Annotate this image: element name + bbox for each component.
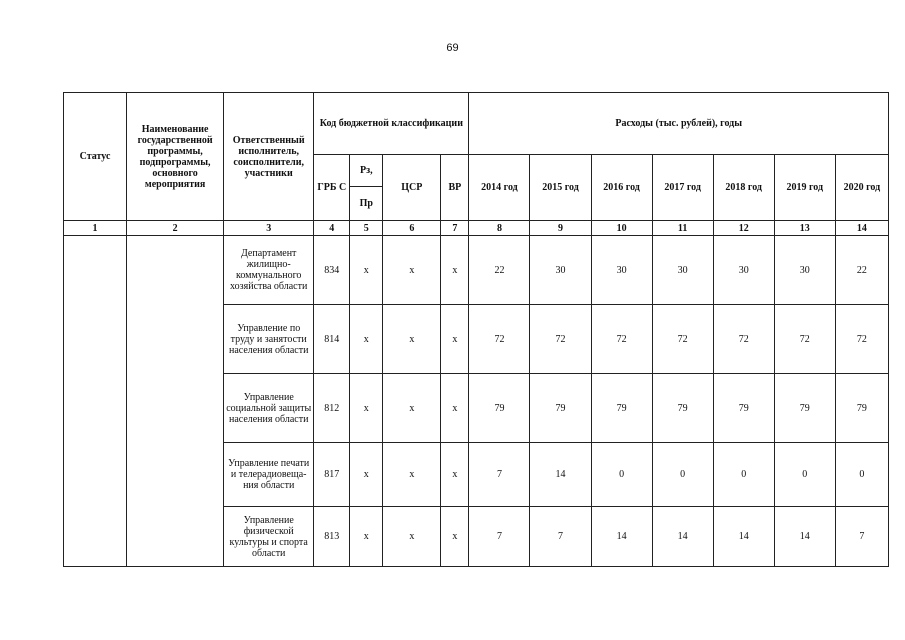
rzpr-cell: х: [350, 236, 383, 305]
header-year: 2015 год: [530, 155, 591, 221]
value-cell: 72: [835, 305, 888, 374]
executor-cell: Управление социальной защиты населения области: [224, 374, 314, 443]
header-year: 2014 год: [469, 155, 530, 221]
program-cell: [127, 236, 224, 567]
value-cell: 72: [713, 305, 774, 374]
value-cell: 14: [713, 507, 774, 567]
column-number: 1: [64, 221, 127, 236]
value-cell: 72: [469, 305, 530, 374]
value-cell: 79: [774, 374, 835, 443]
header-status: Статус: [64, 93, 127, 221]
value-cell: 30: [530, 236, 591, 305]
column-number: 9: [530, 221, 591, 236]
value-cell: 14: [530, 443, 591, 507]
grbs-cell: 814: [314, 305, 350, 374]
value-cell: 79: [835, 374, 888, 443]
value-cell: 22: [835, 236, 888, 305]
value-cell: 72: [530, 305, 591, 374]
value-cell: 72: [774, 305, 835, 374]
rzpr-cell: х: [350, 443, 383, 507]
column-number: 8: [469, 221, 530, 236]
grbs-cell: 813: [314, 507, 350, 567]
rzpr-cell: х: [350, 374, 383, 443]
budget-table: [63, 92, 889, 567]
csr-cell: х: [383, 374, 441, 443]
value-cell: 30: [774, 236, 835, 305]
executor-cell: Департамент жилищно-коммунального хозяйства области: [224, 236, 314, 305]
header-expenses: Расходы (тыс. рублей), годы: [469, 93, 889, 155]
column-number: 10: [591, 221, 652, 236]
value-cell: 7: [469, 507, 530, 567]
header-pr: Пр: [350, 187, 383, 221]
csr-cell: х: [383, 236, 441, 305]
value-cell: 14: [652, 507, 713, 567]
column-number: 3: [224, 221, 314, 236]
value-cell: 79: [652, 374, 713, 443]
header-year: 2019 год: [774, 155, 835, 221]
header-budget-code: Код бюджетной классификации: [314, 93, 469, 155]
header-year: 2020 год: [835, 155, 888, 221]
header-grbs: ГРБ С: [314, 155, 350, 221]
executor-cell: Управление печати и телерадиовеща-ния области: [224, 443, 314, 507]
executor-cell: Управление по труду и занятости населения области: [224, 305, 314, 374]
value-cell: 0: [652, 443, 713, 507]
column-number: 13: [774, 221, 835, 236]
column-number: 11: [652, 221, 713, 236]
executor-cell: Управление физической культуры и спорта области: [224, 507, 314, 567]
value-cell: 30: [652, 236, 713, 305]
grbs-cell: 817: [314, 443, 350, 507]
value-cell: 79: [469, 374, 530, 443]
column-number: 14: [835, 221, 888, 236]
value-cell: 30: [591, 236, 652, 305]
value-cell: 0: [713, 443, 774, 507]
value-cell: 79: [591, 374, 652, 443]
value-cell: 0: [835, 443, 888, 507]
header-year: 2018 год: [713, 155, 774, 221]
rzpr-cell: х: [350, 305, 383, 374]
value-cell: 0: [591, 443, 652, 507]
header-vr: ВР: [441, 155, 469, 221]
table-row: [64, 236, 889, 305]
column-number: 7: [441, 221, 469, 236]
value-cell: 14: [591, 507, 652, 567]
page-number: 69: [446, 42, 459, 54]
csr-cell: х: [383, 507, 441, 567]
rzpr-cell: х: [350, 507, 383, 567]
column-number: 2: [127, 221, 224, 236]
value-cell: 30: [713, 236, 774, 305]
header-year: 2017 год: [652, 155, 713, 221]
value-cell: 72: [652, 305, 713, 374]
value-cell: 22: [469, 236, 530, 305]
csr-cell: х: [383, 305, 441, 374]
status-cell: [64, 236, 127, 567]
vr-cell: х: [441, 507, 469, 567]
header-executor: Ответственный исполнитель, соисполнители, участники: [224, 93, 314, 221]
csr-cell: х: [383, 443, 441, 507]
grbs-cell: 812: [314, 374, 350, 443]
column-number: 12: [713, 221, 774, 236]
column-number: 5: [350, 221, 383, 236]
value-cell: 7: [530, 507, 591, 567]
value-cell: 7: [469, 443, 530, 507]
header-csr: ЦСР: [383, 155, 441, 221]
grbs-cell: 834: [314, 236, 350, 305]
value-cell: 7: [835, 507, 888, 567]
vr-cell: х: [441, 305, 469, 374]
header-year: 2016 год: [591, 155, 652, 221]
value-cell: 0: [774, 443, 835, 507]
column-number: 6: [383, 221, 441, 236]
header-rz: Рз,: [350, 155, 383, 187]
value-cell: 72: [591, 305, 652, 374]
value-cell: 79: [713, 374, 774, 443]
value-cell: 79: [530, 374, 591, 443]
header-program: Наименование государственной программы, подпрограммы, основного мероприятия: [127, 93, 224, 221]
value-cell: 14: [774, 507, 835, 567]
column-number: 4: [314, 221, 350, 236]
vr-cell: х: [441, 374, 469, 443]
vr-cell: х: [441, 236, 469, 305]
vr-cell: х: [441, 443, 469, 507]
